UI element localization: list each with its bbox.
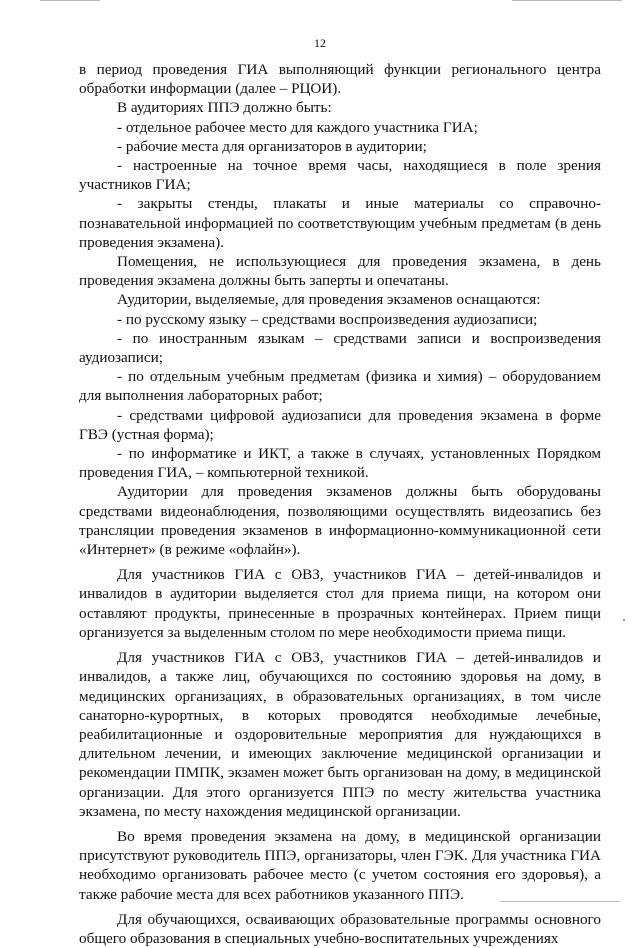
list-item: - закрыты стенды, плакаты и иные материалы со справочно-познавательной информацией по соответствующим учебным предметам (в день проведения экзамена). — [79, 195, 601, 251]
list-item: - по иностранным языкам – средствами записи и воспроизведения аудиозаписи; — [79, 329, 601, 367]
paragraph: Помещения, не использующиеся для проведения экзамена, в день проведения экзамена должны быть заперты и опечатаны. — [79, 253, 601, 290]
scan-edge-top-right — [512, 0, 622, 1]
paragraph: Аудитории для проведения экзаменов должны быть оборудованы средствами видеонаблюдения, позволяющими осуществлять видеозапись без трансляции проведения экзаменов в информационно-коммуникационной сети «Интернет» (в режиме «офлайн»). — [79, 483, 601, 559]
paragraph: Для участников ГИА с ОВЗ, участников ГИА – детей-инвалидов и инвалидов в аудитории выделяется стол для приема пищи, на котором они оставляют продукты, принесенные в прозрачных контейнерах. Прием пищи организуется за выделенным столом по мере необходимости приема пищи. — [79, 566, 601, 641]
paragraph: Для участников ГИА с ОВЗ, участников ГИА – детей-инвалидов и инвалидов, а также лиц, обучающихся по состоянию здоровья на дому, в медицинских организациях, в образовательных организациях, в том числе санаторно-курортных, в которых проводятся необходимые лечебные, реабилитационные и оздоровительные мероприятия для нуждающихся в длительном лечении, и имеющих заключение медицинской организации и рекомендации ПМПК, экзамен может быть организован на дому, в медицинской организации. Для этого организуется ППЭ по месту жительства участника экзамена, по месту нахождения медицинской организации. — [79, 649, 601, 820]
list-item: - рабочие места для организаторов в аудитории; — [117, 137, 427, 155]
page-number: 12 — [314, 36, 326, 50]
list-item: - средствами цифровой аудиозаписи для проведения экзамена в форме ГВЭ (устная форма); — [79, 406, 601, 443]
paragraph: в период проведения ГИА выполняющий функции регионального центра обработки информации (далее – РЦОИ). — [79, 61, 601, 98]
paragraph: Для обучающихся, осваивающих образовательные программы основного общего образования в специальных учебно-воспитательных учреждениях — [79, 910, 601, 947]
paragraph: Во время проведения экзамена на дому, в медицинской организации присутствуют руководитель ППЭ, организаторы, член ГЭК. Для участника ГИА необходимо организовать рабочее место (с учетом состояния его здоровья), а также рабочие места для всех работников указанного ППЭ. — [79, 827, 601, 903]
paragraph: В аудиториях ППЭ должно быть: — [117, 99, 332, 117]
list-item: - отдельное рабочее место для каждого участника ГИА; — [117, 118, 478, 136]
margin-mark — [623, 619, 625, 621]
list-item: - настроенные на точное время часы, находящиеся в поле зрения участников ГИА; — [79, 157, 601, 194]
list-item: - по информатике и ИКТ, а также в случаях, установленных Порядком проведения ГИА, – компьютерной техникой. — [79, 445, 601, 482]
document-body — [79, 60, 601, 948]
list-item: - по отдельным учебным предметам (физика и химия) – оборудованием для выполнения лабораторных работ; — [79, 368, 601, 405]
scan-edge-top-left — [40, 0, 100, 1]
paragraph: Аудитории, выделяемые, для проведения экзаменов оснащаются: — [117, 291, 541, 309]
list-item: - по русскому языку – средствами воспроизведения аудиозаписи; — [117, 310, 538, 328]
